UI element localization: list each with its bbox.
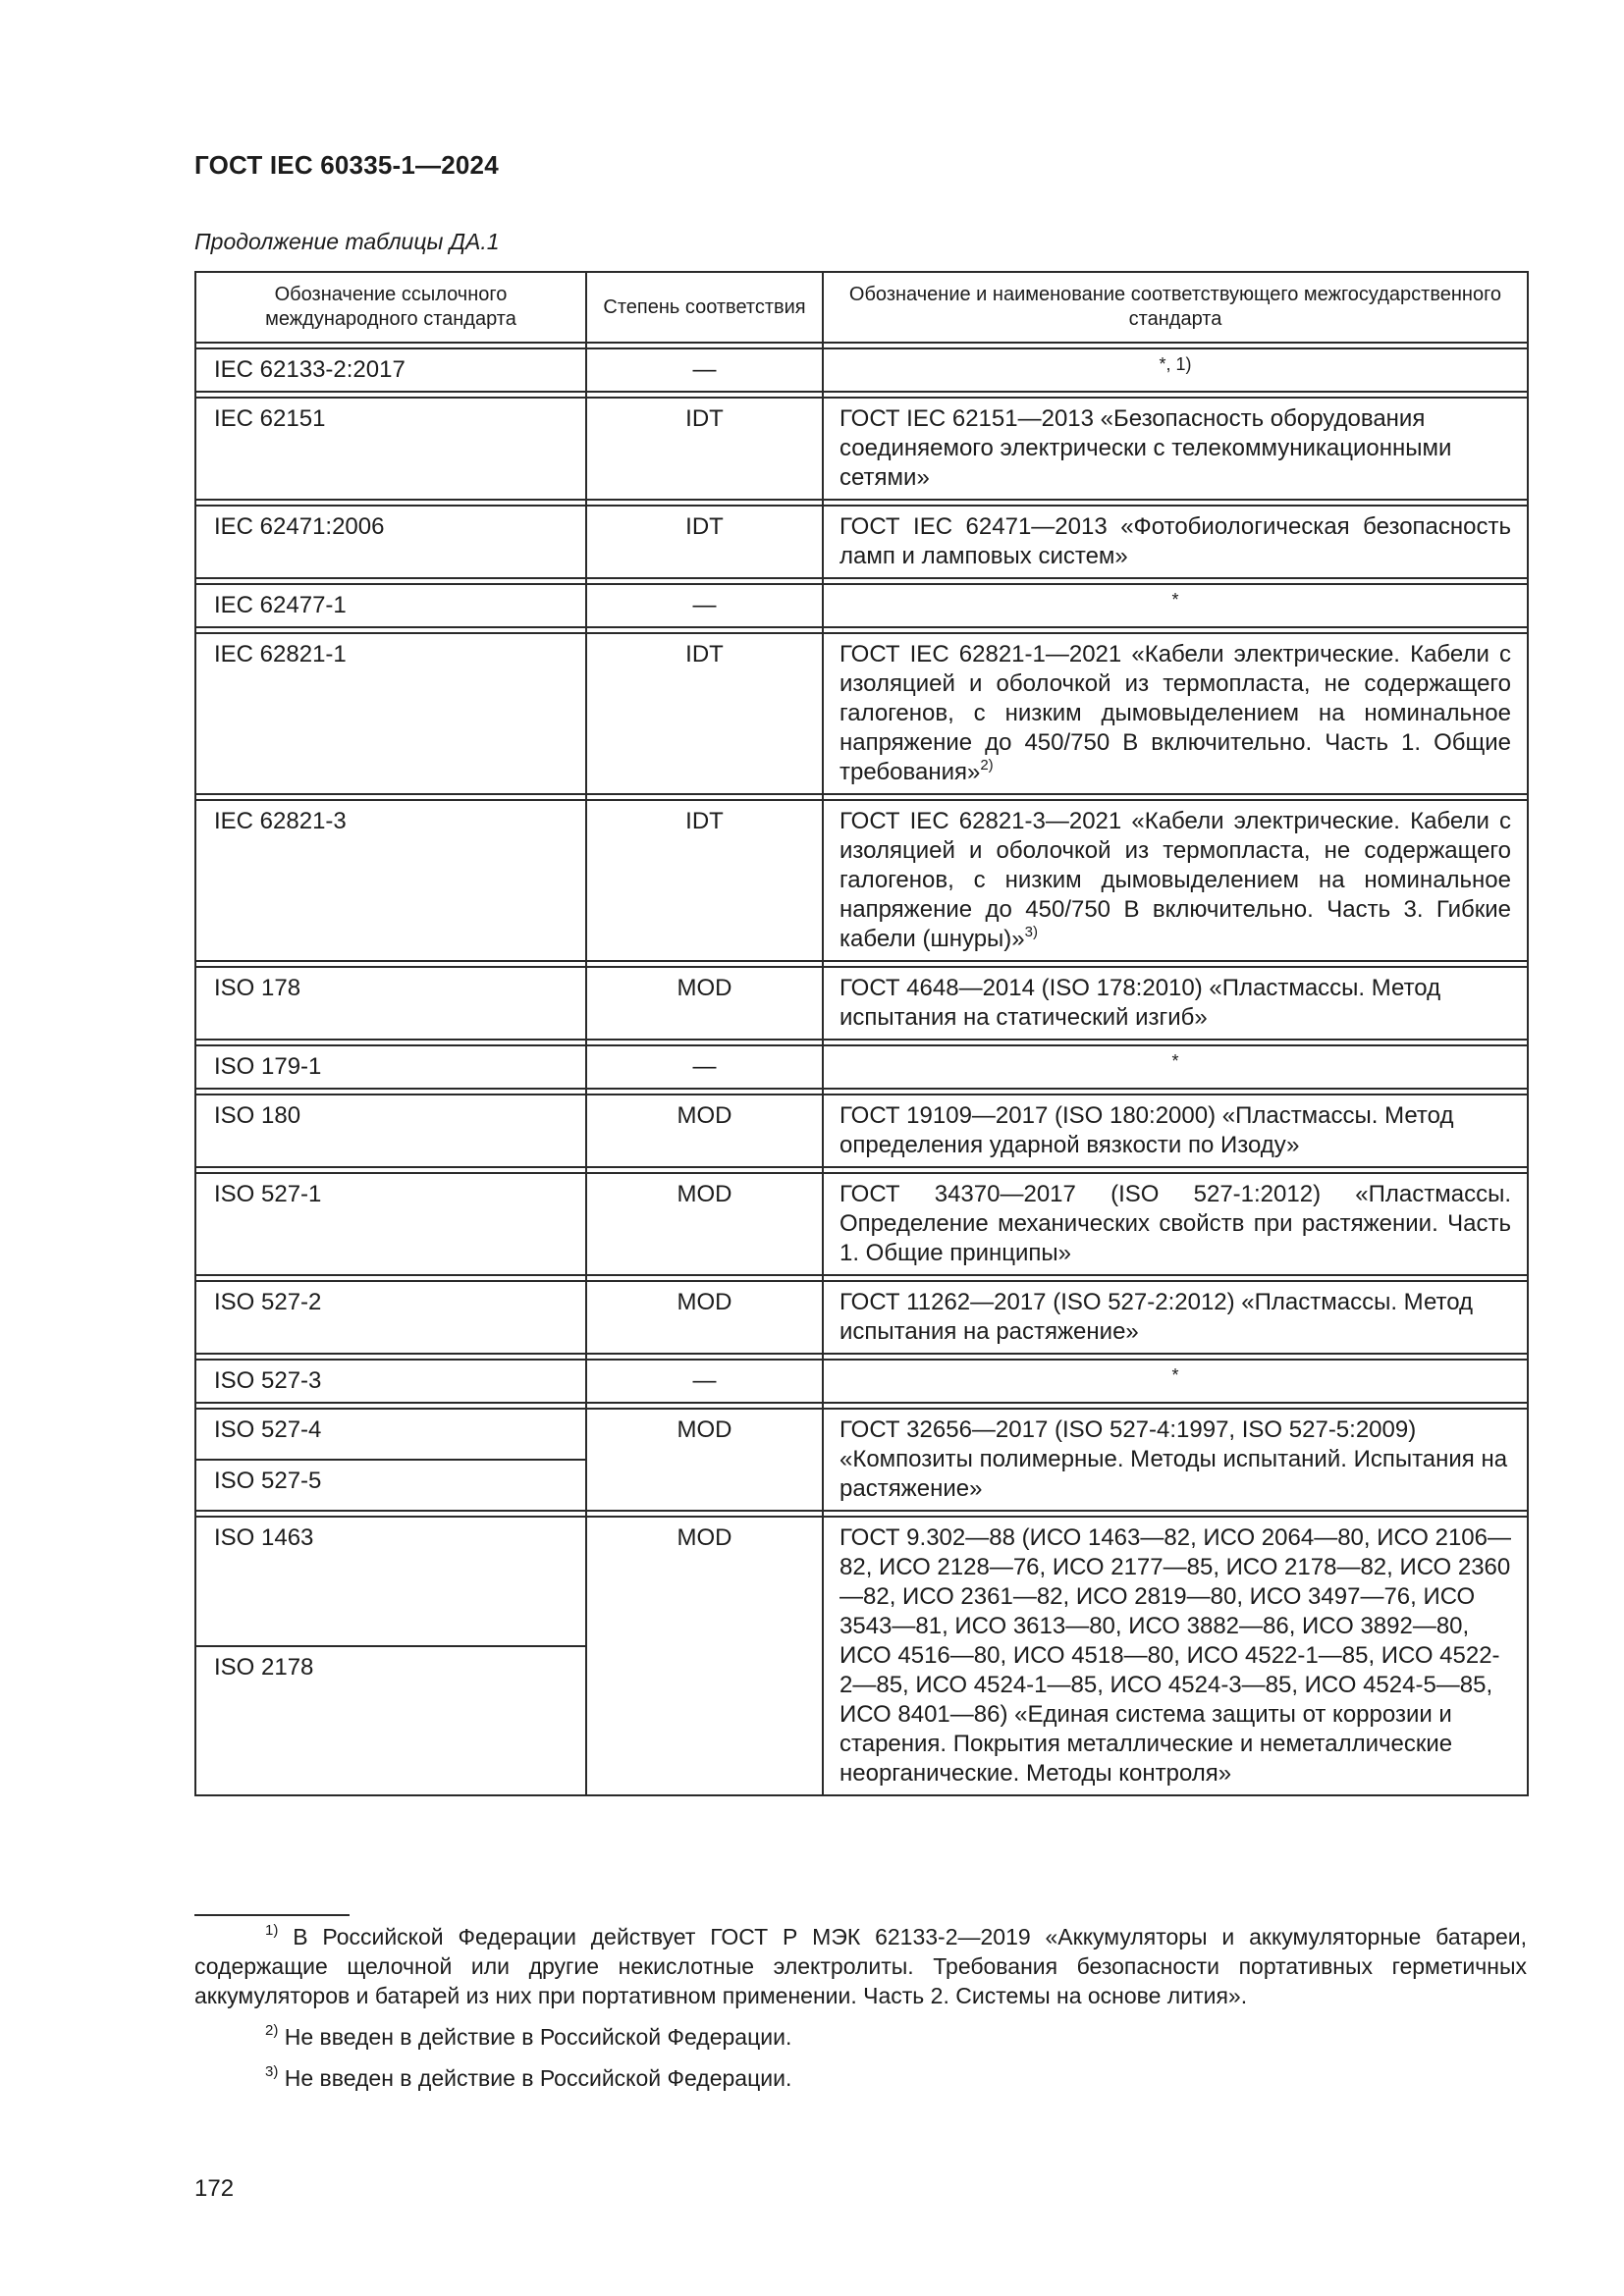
degree-cell: MOD	[586, 1173, 823, 1275]
table-row	[195, 398, 1528, 500]
gost-cell: ГОСТ 34370—2017 (ISO 527-1:2012) «Пластмассы. Определение механических свойств при растяжении. Часть 1. Общие принципы»	[823, 1173, 1528, 1275]
document-title: ГОСТ IEC 60335-1—2024	[194, 150, 499, 180]
reference-cell: ISO 527-1	[195, 1173, 586, 1275]
gost-cell: ГОСТ 11262—2017 (ISO 527-2:2012) «Пластмассы. Метод испытания на растяжение»	[823, 1281, 1528, 1354]
table-row	[195, 967, 1528, 1040]
gost-cell: *	[823, 584, 1528, 627]
degree-cell: MOD	[586, 967, 823, 1040]
degree-cell: MOD	[586, 1095, 823, 1167]
degree-cell: MOD	[586, 1281, 823, 1354]
table-row	[195, 1095, 1528, 1167]
reference-cell: IEC 62821-3	[195, 800, 586, 961]
page-number: 172	[194, 2175, 235, 2202]
degree-cell: —	[586, 1360, 823, 1403]
degree-cell: IDT	[586, 800, 823, 961]
reference-cell: IEC 62471:2006	[195, 506, 586, 578]
degree-cell: IDT	[586, 633, 823, 794]
reference-cell: ISO 527-3	[195, 1360, 586, 1403]
gost-cell: ГОСТ IEC 62471—2013 «Фотобиологическая безопасность ламп и ламповых систем»	[823, 506, 1528, 578]
column-header-degree: Степень соответствия	[586, 272, 823, 343]
reference-cell: ISO 178	[195, 967, 586, 1040]
reference-table	[194, 271, 1529, 1796]
table-row	[195, 584, 1528, 627]
gost-cell: ГОСТ 19109—2017 (ISO 180:2000) «Пластмассы. Метод определения ударной вязкости по Изоду»	[823, 1095, 1528, 1167]
footnote-text: В Российской Федерации действует ГОСТ Р МЭК 62133-2—2019 «Аккумуляторы и аккумуляторные батареи, содержащие щелочной или другие некислотные электролиты. Требования безопасности портативных герметичных аккумуляторов и батарей из них при портативном применении. Часть 2. Системы на основе лития».	[194, 1924, 1528, 2008]
table-row	[195, 1173, 1528, 1275]
reference-cell: IEC 62477-1	[195, 584, 586, 627]
gost-cell: ГОСТ 4648—2014 (ISO 178:2010) «Пластмассы. Метод испытания на статический изгиб»	[823, 967, 1528, 1040]
gost-cell: *	[823, 1360, 1528, 1403]
reference-cell: ISO 527-5	[195, 1460, 586, 1511]
footnote	[194, 1922, 1527, 2010]
gost-cell	[823, 633, 1528, 794]
table-row	[195, 1281, 1528, 1354]
degree-cell: —	[586, 1045, 823, 1089]
footnote-mark: 3)	[265, 2063, 279, 2080]
table-row	[195, 348, 1528, 392]
reference-cell: ISO 1463	[195, 1517, 586, 1646]
footnote-ref: 2)	[980, 757, 994, 774]
reference-cell: ISO 180	[195, 1095, 586, 1167]
gost-text: ГОСТ IEC 62821-3—2021 «Кабели электрические. Кабели с изоляцией и оболочкой из термопласта, не содержащего галогенов, с низким дымовыделением на номинальное напряжение до 450/750 В включительно. Часть 3. Гибкие кабели (шнуры)»	[839, 808, 1511, 952]
degree-cell: —	[586, 348, 823, 392]
footnote	[194, 2063, 1527, 2093]
degree-cell: IDT	[586, 398, 823, 500]
table-row	[195, 1045, 1528, 1089]
column-header-gost: Обозначение и наименование соответствующего межгосударственного стандарта	[823, 272, 1528, 343]
degree-cell: MOD	[586, 1517, 823, 1795]
gost-cell	[823, 800, 1528, 961]
gost-cell: ГОСТ IEC 62151—2013 «Безопасность оборудования соединяемого электрически с телекоммуникационными сетями»	[823, 398, 1528, 500]
table-row	[195, 800, 1528, 961]
table-row	[195, 633, 1528, 794]
degree-cell: —	[586, 584, 823, 627]
gost-cell: *, 1)	[823, 348, 1528, 392]
table-row	[195, 1517, 1528, 1646]
column-header-reference: Обозначение ссылочного международного стандарта	[195, 272, 586, 343]
gost-text: ГОСТ IEC 62821-1—2021 «Кабели электрические. Кабели с изоляцией и оболочкой из термопласта, не содержащего галогенов, с низким дымовыделением на номинальное напряжение до 450/750 В включительно. Часть 1. Общие требования»	[839, 641, 1511, 785]
table-row	[195, 1409, 1528, 1460]
gost-cell: *	[823, 1045, 1528, 1089]
reference-cell: ISO 527-4	[195, 1409, 586, 1460]
footnote-mark: 2)	[265, 2022, 279, 2039]
reference-cell: IEC 62151	[195, 398, 586, 500]
degree-cell: MOD	[586, 1409, 823, 1511]
footnote-ref: 3)	[1024, 924, 1038, 940]
reference-cell: ISO 527-2	[195, 1281, 586, 1354]
footnote-text: Не введен в действие в Российской Федерации.	[284, 2024, 792, 2050]
footnote-text: Не введен в действие в Российской Федерации.	[284, 2065, 792, 2091]
table-caption: Продолжение таблицы ДА.1	[194, 229, 500, 254]
gost-cell: ГОСТ 9.302—88 (ИСО 1463—82, ИСО 2064—80, ИСО 2106—82, ИСО 2128—76, ИСО 2177—85, ИСО 2178—82, ИСО 2360—82, ИСО 2361—82, ИСО 2819—80, ИСО 3497—76, ИСО 3543—81, ИСО 3613—80, ИСО 3882—86, ИСО 3892—80, ИСО 4516—80, ИСО 4518—80, ИСО 4522-1—85, ИСО 4522-2—85, ИСО 4524-1—85, ИСО 4524-3—85, ИСО 4524-5—85, ИСО 8401—86) «Единая система защиты от коррозии и старения. Покрытия металлические и неметаллические неорганические. Методы контроля»	[823, 1517, 1528, 1795]
table-header-row	[195, 272, 1528, 343]
footnote-separator	[194, 1914, 350, 1916]
reference-cell: IEC 62821-1	[195, 633, 586, 794]
reference-cell: ISO 2178	[195, 1646, 586, 1795]
reference-cell: ISO 179-1	[195, 1045, 586, 1089]
footnote	[194, 2022, 1527, 2052]
table-row	[195, 506, 1528, 578]
table-row	[195, 1360, 1528, 1403]
footnote-mark: 1)	[265, 1922, 279, 1939]
gost-cell: ГОСТ 32656—2017 (ISO 527-4:1997, ISO 527-5:2009) «Композиты полимерные. Методы испытаний. Испытания на растяжение»	[823, 1409, 1528, 1511]
reference-cell: IEC 62133-2:2017	[195, 348, 586, 392]
degree-cell: IDT	[586, 506, 823, 578]
